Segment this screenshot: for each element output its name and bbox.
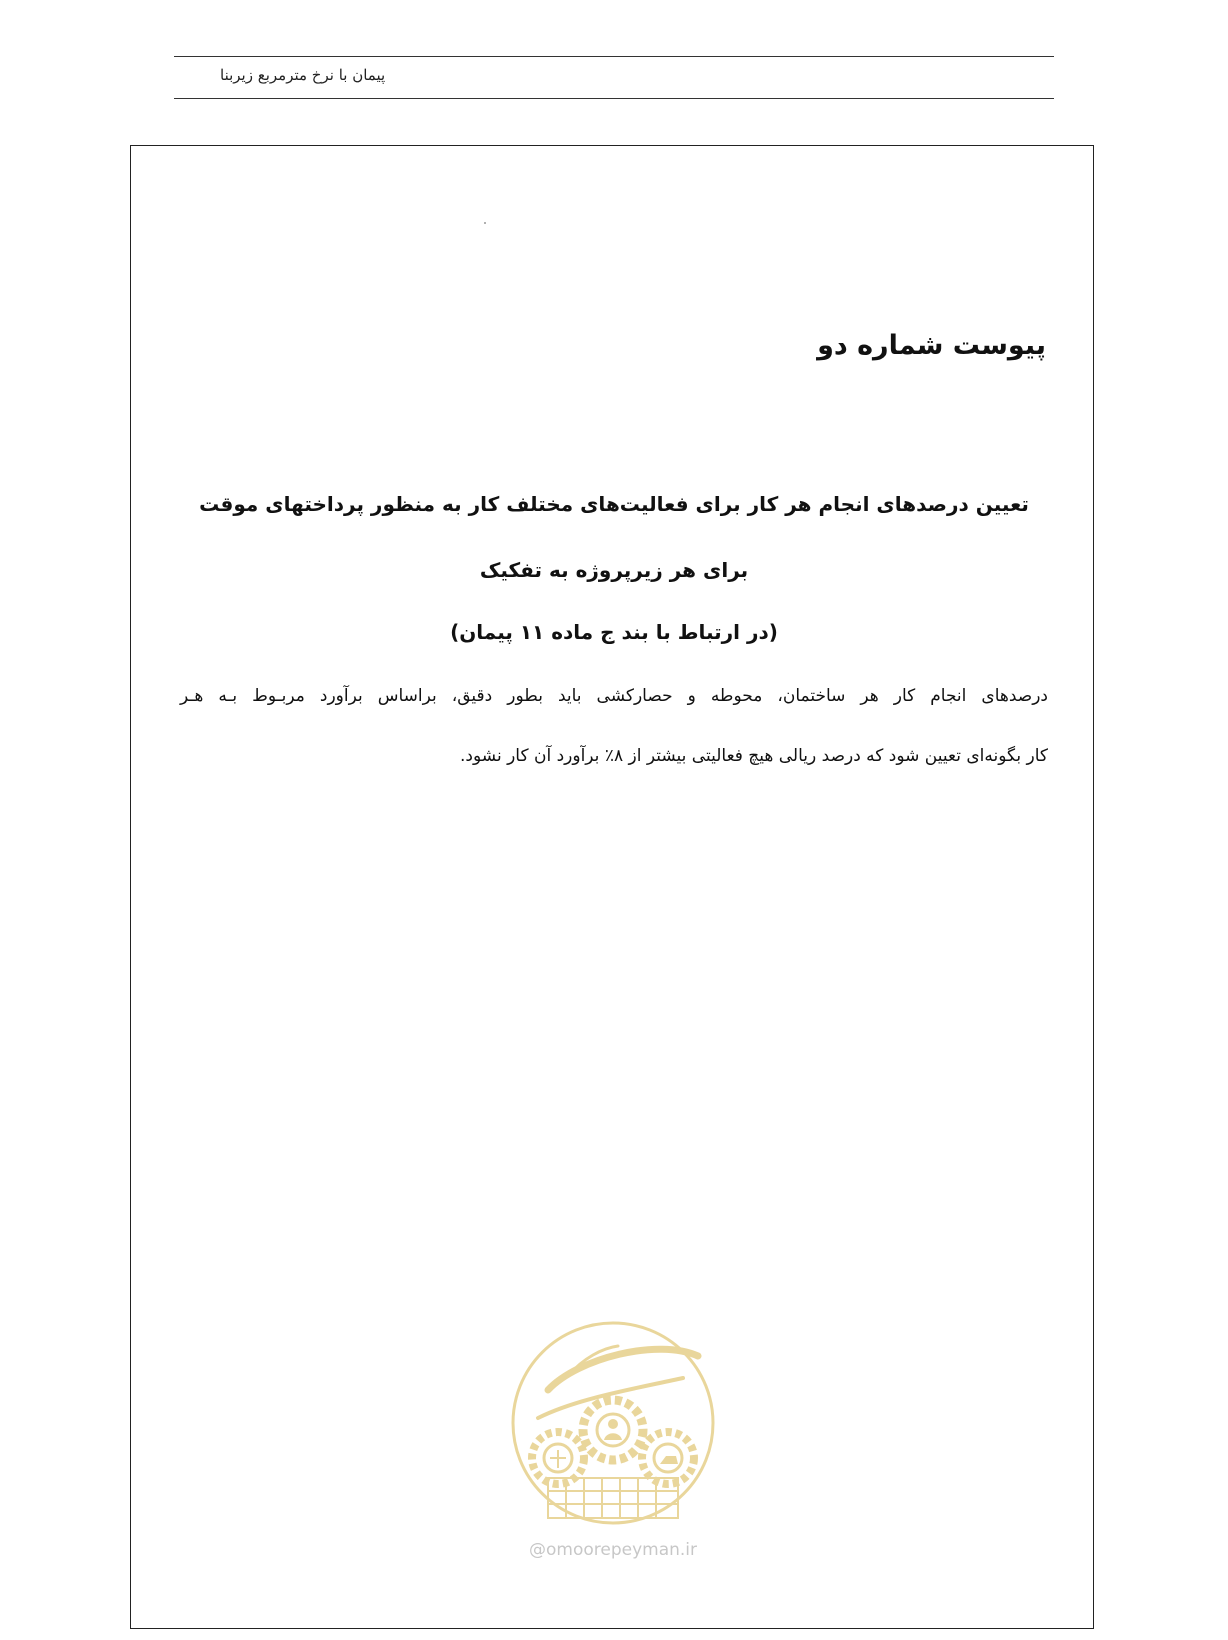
header-rule-bottom [174,98,1054,99]
body-paragraph-line-1: درصدهای انجام کار هر ساختمان، محوطه و حصارکشی باید بطور دقیق، براساس برآورد مربـوط بـه هـر [180,686,1048,706]
watermark-url: @omoorepeyman.ir [528,1540,698,1560]
header-rule-top [174,56,1054,57]
watermark-seal-icon [508,1318,718,1533]
annex-title: پیوست شماره دو [817,330,1046,361]
heading-line-3: (در ارتباط با بند ج ماده ۱۱ پیمان) [450,620,778,644]
scan-speck [484,222,486,224]
watermark-logo [508,1318,718,1578]
heading-line-2: برای هر زیرپروژه به تفکیک [479,558,749,582]
running-header: پیمان با نرخ مترمربع زیربنا [220,66,386,84]
body-paragraph-line-2: کار بگونه‌ای تعیین شود که درصد ریالی هیچ فعالیتی بیشتر از ۸٪ برآورد آن کار نشود. [460,746,1048,766]
heading-line-1: تعیین درصدهای انجام هر کار برای فعالیت‌های مختلف کار به منظور پرداختهای موقت [199,492,1029,516]
